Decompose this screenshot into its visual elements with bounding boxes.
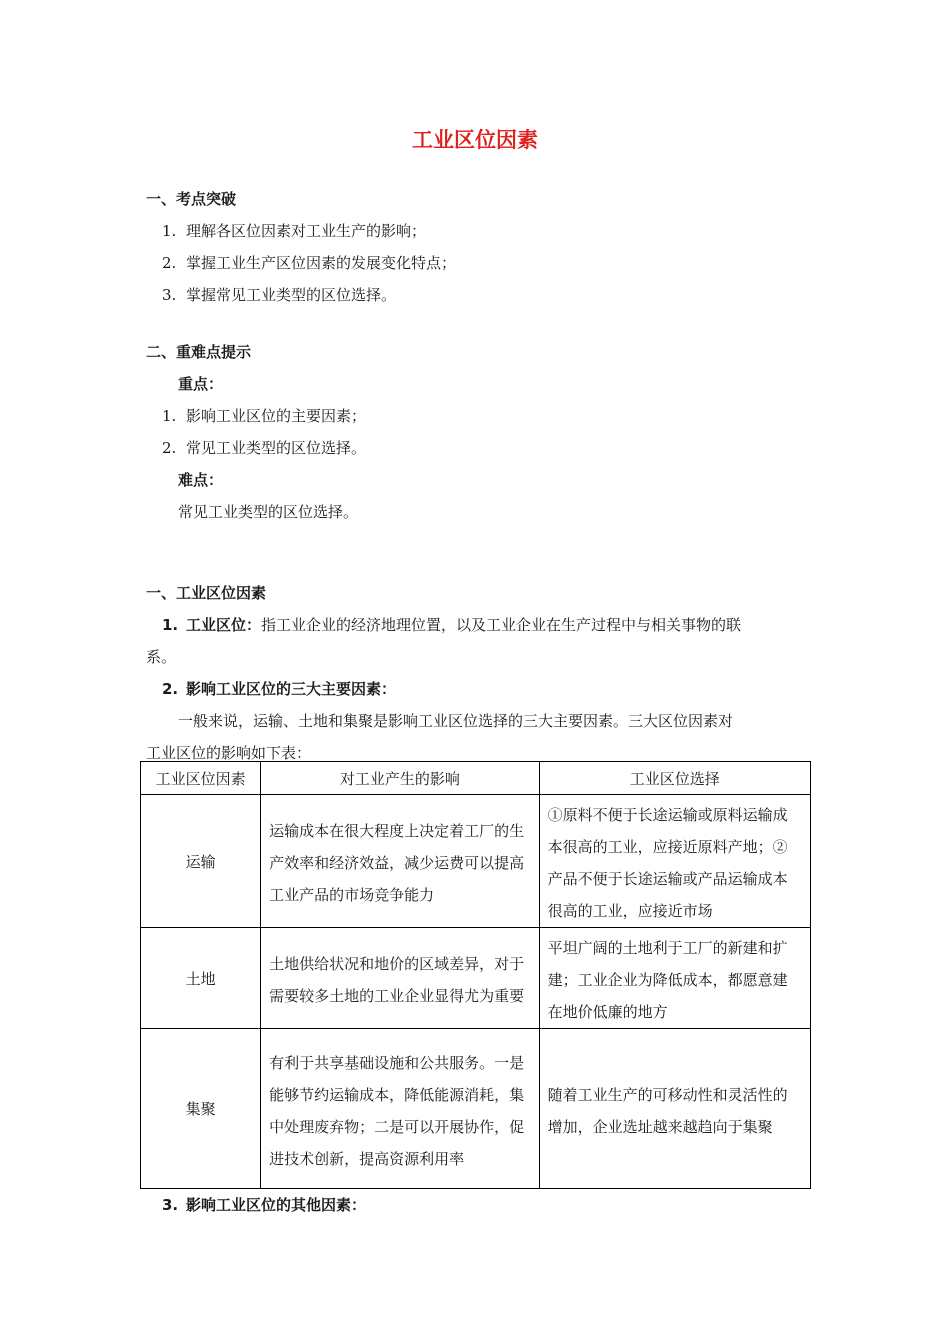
- difficult-label: 难点：: [178, 471, 224, 489]
- list-item-number: 1.: [162, 222, 177, 240]
- section-heading-key-points: 一、考点突破: [146, 190, 237, 208]
- paragraph-number: 3.: [162, 1196, 179, 1214]
- choice-text: 随着工业生产的可移动性和灵活性的增加，企业选址越来越趋向于集聚: [547, 1085, 788, 1136]
- paragraph-number: 1.: [162, 616, 179, 634]
- list-item-text: 常见工业类型的区位选择。: [186, 439, 367, 457]
- choice-text: 平坦广阔的土地利于工厂的新建和扩建；工业企业为降低成本，都愿意建在地价低廉的地方: [547, 939, 788, 1021]
- paragraph-heading: [162, 1194, 366, 1215]
- table-header-cell: 对工业产生的影响: [261, 762, 539, 795]
- impact-text: 有利于共享基础设施和公共服务。一是能够节约运输成本，降低能源消耗，集中处理废弃物；二是可以开展协作，促进技术创新，提高资源利用率: [269, 1053, 525, 1168]
- list-item-number: 1.: [162, 407, 177, 425]
- table-header-cell: 工业区位因素: [141, 762, 261, 795]
- paragraph-heading: [162, 678, 396, 699]
- list-item-number: 2.: [162, 254, 177, 272]
- table-row: [141, 795, 811, 928]
- list-item-text: 理解各区位因素对工业生产的影响；: [186, 222, 427, 240]
- list-item: [162, 220, 426, 241]
- paragraph-definition: [162, 614, 741, 635]
- table-row: [141, 928, 811, 1029]
- paragraph-heading-text: 影响工业区位的三大主要因素：: [186, 680, 397, 698]
- paragraph-number: 2.: [162, 680, 179, 698]
- definition-term: 工业区位：: [186, 616, 262, 634]
- impact-text: 运输成本在很大程度上决定着工厂的生产效率和经济效益，减少运费可以提高工业产品的市场竞争能力: [269, 822, 525, 904]
- document-title: 工业区位因素: [412, 128, 538, 152]
- table-cell-factor: 土地: [141, 928, 261, 1029]
- table-cell-choice: [539, 795, 810, 928]
- table-cell-factor: 运输: [141, 795, 261, 928]
- list-item-text: 掌握工业生产区位因素的发展变化特点；: [186, 254, 457, 272]
- list-item: [162, 437, 366, 458]
- choice-text: ①原料不便于长途运输或原料运输成本很高的工业，应接近原料产地；②产品不便于长途运输或产品运输成本很高的工业，应接近市场: [547, 806, 788, 920]
- location-factors-table: [140, 761, 811, 1189]
- paragraph-text-continued: 工业区位的影响如下表：: [146, 744, 312, 762]
- paragraph-heading-text: 影响工业区位的其他因素：: [186, 1196, 367, 1214]
- table-header-cell: 工业区位选择: [539, 762, 810, 795]
- table-row: [141, 1029, 811, 1189]
- impact-text: 土地供给状况和地价的区域差异，对于需要较多土地的工业企业显得尤为重要: [269, 955, 525, 1005]
- list-item: [162, 284, 396, 305]
- table-cell-choice: [539, 1029, 810, 1189]
- paragraph-text: 一般来说，运输、土地和集聚是影响工业区位选择的三大主要因素。三大区位因素对: [178, 712, 734, 730]
- list-item-number: 2.: [162, 439, 177, 457]
- difficult-text: 常见工业类型的区位选择。: [178, 503, 359, 521]
- list-item-text: 影响工业区位的主要因素；: [186, 407, 367, 425]
- key-label: 重点：: [178, 375, 224, 393]
- list-item: [162, 252, 456, 273]
- list-item: [162, 405, 366, 426]
- list-item-text: 掌握常见工业类型的区位选择。: [186, 286, 397, 304]
- section-heading-focus: 二、重难点提示: [146, 343, 252, 361]
- list-item-number: 3.: [162, 286, 177, 304]
- section-heading-industrial-location: 一、工业区位因素: [146, 584, 267, 602]
- table-header-row: [141, 762, 811, 795]
- table-cell-choice: [539, 928, 810, 1029]
- definition-text: 指工业企业的经济地理位置，以及工业企业在生产过程中与相关事物的联: [261, 616, 742, 634]
- definition-text-continued: 系。: [146, 648, 177, 666]
- table-cell-impact: [261, 795, 539, 928]
- table-cell-factor: 集聚: [141, 1029, 261, 1189]
- table-cell-impact: [261, 1029, 539, 1189]
- table-cell-impact: [261, 928, 539, 1029]
